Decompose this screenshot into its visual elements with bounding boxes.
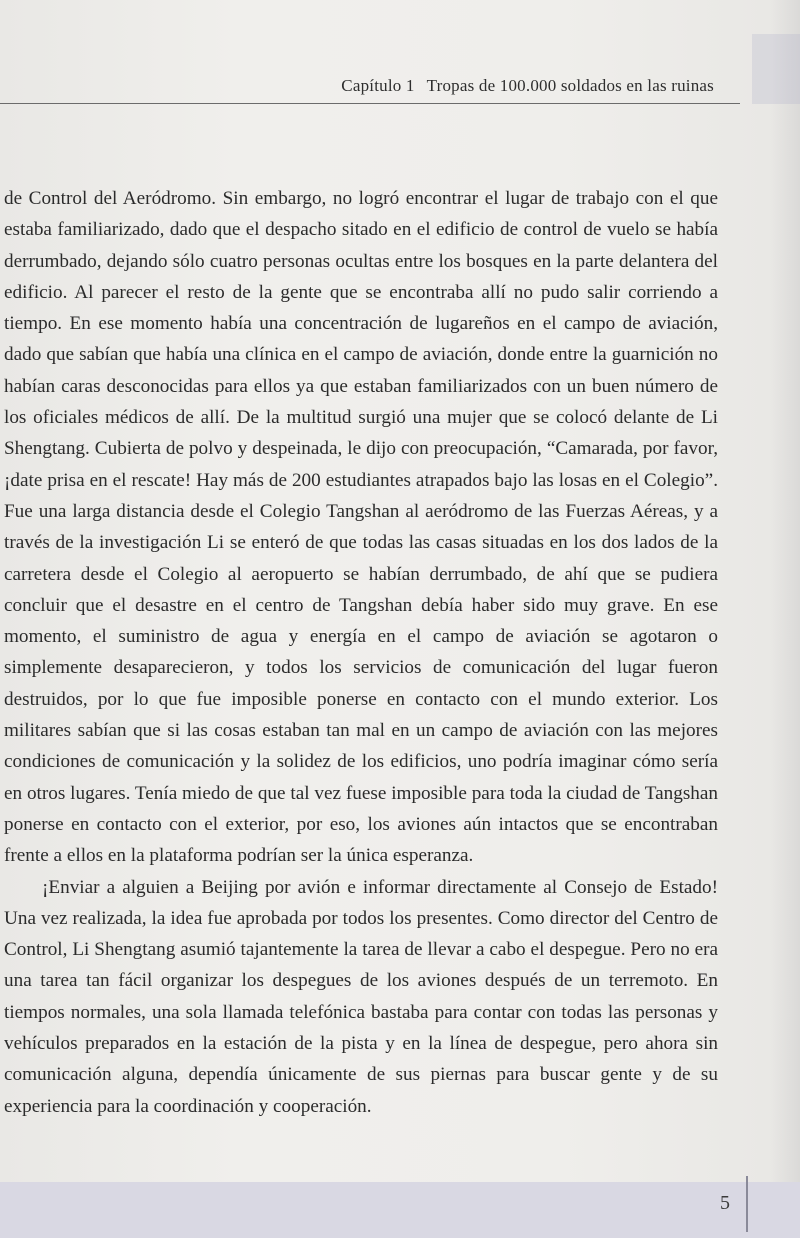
page-edge-shadow [770,0,800,1238]
header-rule [0,103,740,104]
header-tab [752,34,800,104]
footer-band [0,1182,800,1238]
footer-rule [746,1176,748,1232]
body-text [4,183,718,1122]
paragraph-2: ¡Enviar a alguien a Beijing por avión e informar directamente al Consejo de Estado! Una vez realizada, la idea fue aprobada por todos los presentes. Como director del Centro de Control, Li Shengtang asumió tajantemente la tarea de llevar a cabo el despegue. Pero no era una tarea tan fácil organizar los despegues de los aviones después de un terremoto. En tiempos normales, una sola llamada telefónica bastaba para contar con todas las personas y vehículos preparados en la estación de la pista y en la línea de despegue, pero ahora sin comunicación alguna, dependía únicamente de sus piernas para buscar gente y de su experiencia para la coordinación y cooperación. [4,876,718,1117]
paragraph-1: de Control del Aeródromo. Sin embargo, no logró encontrar el lugar de trabajo con el que estaba familiarizado, dado que el despacho sitado en el edificio de control de vuelo se había derrumbado, dejando sólo cuatro personas ocultas entre los bosques en la parte delantera del edificio. Al parecer el resto de la gente que se encontraba allí no pudo salir corriendo a tiempo. En ese momento había una concentración de lugareños en el campo de aviación, dado que sabían que había una clínica en el campo de aviación, donde entre la guarnición no habían caras desconocidas para ellos ya que estaban familiarizados con un buen número de los oficiales médicos de allí. De la multitud surgió una mujer que se colocó delante de Li Shengtang. Cubierta de polvo y despeinada, le dijo con preocupación, “Camarada, por favor, ¡date prisa en el rescate! Hay más de 200 estudiantes atrapados bajo las losas en el Colegio”. Fue una larga distancia desde el Colegio Tangshan al aeródromo de las Fuerzas Aéreas, y a través de la investigación Li se enteró de que todas las casas situadas en los dos lados de la carretera desde el Colegio al aeropuerto se habían derrumbado, de ahí que se pudiera concluir que el desastre en el centro de Tangshan debía haber sido muy grave. En ese momento, el suministro de agua y energía en el campo de aviación se agotaron o simplemente desaparecieron, y todos los servicios de comunicación del lugar fueron destruidos, por lo que fue imposible ponerse en contacto con el mundo exterior. Los militares sabían que si las cosas estaban tan mal en un campo de aviación con las mejores condiciones de comunicación y la solidez de los edificios, uno podría imaginar cómo sería en otros lugares. Tenía miedo de que tal vez fuese imposible para toda la ciudad de Tangshan ponerse en contacto con el exterior, por eso, los aviones aún intactos que se encontraban frente a ellos en la plataforma podrían ser la única esperanza. [4,188,718,867]
chapter-title: Tropas de 100.000 soldados en las ruinas [426,76,714,95]
chapter-label: Capítulo 1 [341,76,415,95]
page-number: 5 [720,1192,730,1214]
running-header [341,76,714,96]
